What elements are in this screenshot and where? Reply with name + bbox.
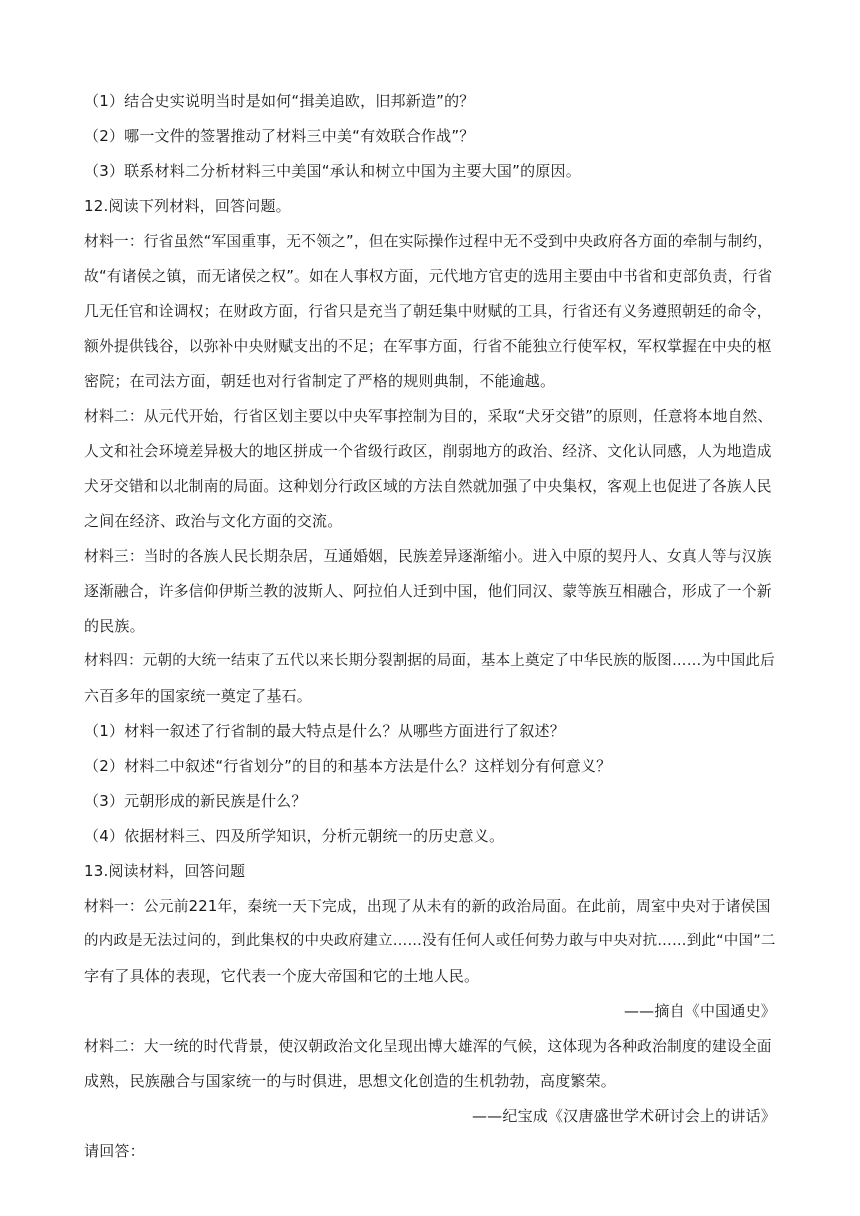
- text-line: 六百多年的国家统一奠定了基石。: [84, 687, 313, 705]
- text-line: 人文和社会环境差异极大的地区拼成一个省级行政区，削弱地方的政治、经济、文化认同感，人为地造成: [84, 443, 772, 460]
- text-line: 材料一：公元前221年，秦统一天下完成，出现了从未有的新的政治局面。在此前，周室中央对于诸侯国: [84, 898, 771, 915]
- text-line: 犬牙交错和以北制南的局面。这种划分行政区域的方法自然就加强了中央集权，客观上也促进了各族人民: [84, 478, 772, 495]
- text-line: 字有了具体的表现，它代表一个庞大帝国和它的土地人民。: [84, 967, 480, 985]
- text-line: 逐渐融合，许多信仰伊斯兰教的波斯人、阿拉伯人迁到中国，他们同汉、蒙等族互相融合，形成了一个新: [84, 583, 772, 600]
- text-line: 密院；在司法方面，朝廷也对行省制定了严格的规则典制，不能逾越。: [84, 372, 556, 390]
- text-line: 的民族。: [84, 617, 145, 635]
- text-line: （3）联系材料二分析材料三中美国“承认和树立中国为主要大国”的原因。: [84, 162, 581, 180]
- text-line: （2）哪一文件的签署推动了材料三中美“有效联合作战”？: [84, 127, 475, 145]
- text-line: 材料四：元朝的大统一结束了五代以来长期分裂割据的局面，基本上奠定了中华民族的版图……为中国此后: [84, 653, 775, 669]
- text-line: 12.阅读下列材料，回答问题。: [84, 197, 291, 215]
- text-line: 材料二：从元代开始，行省区划主要以中央军事控制为目的，采取“犬牙交错”的原则，任意将本地自然、: [84, 408, 773, 425]
- text-line: 的内政是无法过问的，到此集权的中央政府建立……没有任何人或任何势力敢与中央对抗……到此“中国”二: [84, 933, 776, 949]
- text-line: 材料一：行省虽然“军国重事，无不领之”，但在实际操作过程中无不受到中央政府各方面的牵制与制约，: [84, 233, 773, 250]
- source-citation: ——纪宝成《汉唐盛世学术研讨会上的讲话》: [471, 1107, 776, 1125]
- text-line: 请回答：: [84, 1142, 145, 1160]
- source-citation: ——摘自《中国通史》: [623, 1002, 776, 1020]
- text-line: 几无任官和诠调权；在财政方面，行省只是充当了朝廷集中财赋的工具，行省还有义务遵照朝廷的命令，: [84, 303, 772, 320]
- text-line: 成熟，民族融合与国家统一的与时俱进，思想文化创造的生机勃勃，高度繁荣。: [84, 1072, 617, 1090]
- text-line: 之间在经济、政治与文化方面的交流。: [84, 512, 343, 530]
- text-line: （1）结合史实说明当时是如何“揖美追欧，旧邦新造”的？: [84, 92, 475, 110]
- text-line: （1）材料一叙述了行省制的最大特点是什么？从哪些方面进行了叙述？: [84, 722, 565, 740]
- text-line: 材料二：大一统的时代背景，使汉朝政治文化呈现出博大雄浑的气候，这体现为各种政治制度的建设全面: [84, 1038, 772, 1055]
- text-line: 额外提供钱谷，以弥补中央财赋支出的不足；在军事方面，行省不能独立行使军权，军权掌握在中央的枢: [84, 338, 772, 355]
- text-line: 材料三：当时的各族人民长期杂居，互通婚姻，民族差异逐渐缩小。进入中原的契丹人、女真人等与汉族: [84, 548, 772, 565]
- text-line: （4）依据材料三、四及所学知识，分析元朝统一的历史意义。: [84, 827, 505, 845]
- text-line: 故“有诸侯之镇，而无诸侯之权”。如在人事权方面，元代地方官吏的选用主要由中书省和吏部负责，行省: [84, 268, 773, 285]
- text-line: （3）元朝形成的新民族是什么？: [84, 792, 307, 810]
- text-line: （2）材料二中叙述“行省划分”的目的和基本方法是什么？这样划分有何意义？: [84, 757, 612, 775]
- document-body: [84, 84, 776, 1169]
- text-line: 13.阅读材料，回答问题: [84, 862, 246, 880]
